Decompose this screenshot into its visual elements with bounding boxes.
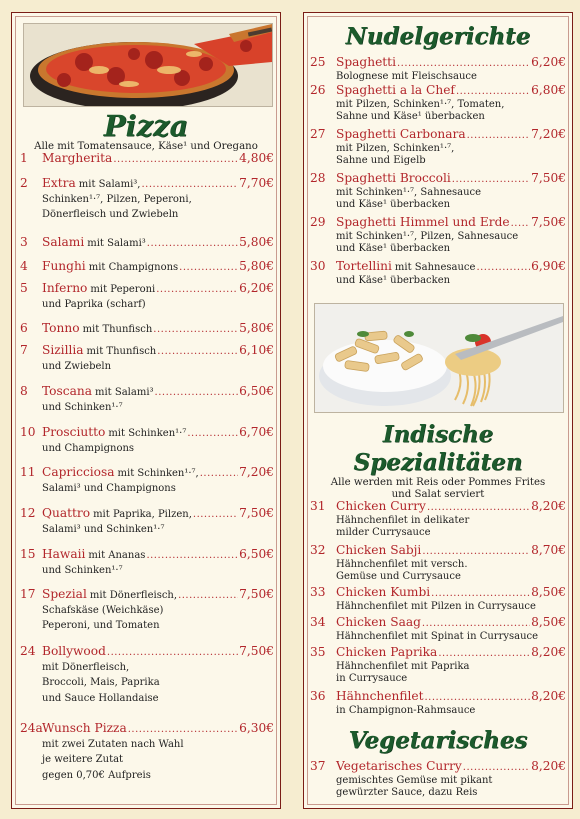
item-name: Margherita xyxy=(42,151,113,165)
menu-item-row xyxy=(20,587,274,603)
item-price: 8,50€ xyxy=(531,615,566,629)
item-price: 6,50€ xyxy=(239,384,274,398)
item-price: 7,50€ xyxy=(531,171,566,185)
item-name: Chicken Saag xyxy=(336,615,421,629)
item-inline-desc: mit Salami³ xyxy=(94,387,154,398)
item-number: 17 xyxy=(20,587,36,601)
item-price: 7,50€ xyxy=(239,587,274,601)
menu-item-row xyxy=(310,615,566,631)
nudel-heading: Nudelgerichte xyxy=(345,23,531,50)
item-name: Extra xyxy=(42,176,76,190)
item-number: 33 xyxy=(310,585,326,599)
item-number: 36 xyxy=(310,689,326,703)
item-name: Spaghetti Carbonara xyxy=(336,127,466,141)
item-name: Spaghetti a la Chef xyxy=(336,83,455,97)
item-description: gegen 0,70€ Aufpreis xyxy=(42,769,151,781)
item-price: 6,70€ xyxy=(239,425,274,439)
item-price: 7,50€ xyxy=(531,215,566,229)
item-number: 24 xyxy=(20,644,36,658)
item-number: 2 xyxy=(20,176,28,190)
item-description: Sahne und Eigelb xyxy=(336,155,426,167)
item-number: 28 xyxy=(310,171,326,185)
menu-item xyxy=(310,83,566,123)
pizza-photo xyxy=(23,23,273,107)
menu-item xyxy=(310,215,566,255)
dot-leader xyxy=(452,172,530,187)
item-number: 6 xyxy=(20,321,28,335)
item-number: 37 xyxy=(310,759,326,773)
item-name: Tonno xyxy=(42,321,80,335)
menu-item-row xyxy=(310,259,566,275)
item-price: 6,20€ xyxy=(531,55,566,69)
menu-item xyxy=(310,759,566,799)
item-price: 5,80€ xyxy=(239,235,274,249)
item-description: milder Currysauce xyxy=(336,527,431,539)
menu-item xyxy=(20,644,274,706)
item-name: Wunsch Pizza xyxy=(42,721,127,735)
menu-item xyxy=(20,343,274,374)
menu-item xyxy=(20,321,274,337)
menu-item-row xyxy=(20,384,274,400)
menu-item xyxy=(20,235,274,251)
indisch-subtitle xyxy=(304,477,572,501)
menu-item xyxy=(20,176,274,223)
dot-leader xyxy=(153,322,238,337)
item-price: 7,20€ xyxy=(239,465,274,479)
item-inline-desc: mit Paprika, Pilzen, xyxy=(93,509,192,520)
item-name: Salami xyxy=(42,235,85,249)
menu-item-row xyxy=(20,644,274,660)
menu-item xyxy=(310,585,566,613)
item-name: Spaghetti Himmel und Erde xyxy=(336,215,510,229)
item-number: 29 xyxy=(310,215,326,229)
dot-leader xyxy=(147,236,238,251)
dot-leader xyxy=(157,344,238,359)
item-price: 5,80€ xyxy=(239,321,274,335)
menu-item xyxy=(310,259,566,287)
dot-leader xyxy=(463,760,530,775)
item-name: Chicken Sabji xyxy=(336,543,422,557)
right-panel xyxy=(303,12,573,809)
menu-item-row xyxy=(310,171,566,187)
dot-leader xyxy=(187,426,238,441)
menu-item xyxy=(20,547,274,578)
item-number: 8 xyxy=(20,384,28,398)
item-name: Bollywood xyxy=(42,644,106,658)
item-number: 27 xyxy=(310,127,326,141)
item-price: 6,10€ xyxy=(239,343,274,357)
item-number: 11 xyxy=(20,465,36,479)
indisch-subtitle-line2: und Salat serviert xyxy=(391,489,485,500)
dot-leader xyxy=(427,500,530,515)
item-description: Hähnchenfilet mit versch. xyxy=(336,559,468,571)
item-number: 4 xyxy=(20,259,28,273)
dot-leader xyxy=(107,645,238,660)
dot-leader xyxy=(511,216,531,231)
menu-item-row xyxy=(20,151,274,167)
menu-item-row xyxy=(310,689,566,705)
item-name: Chicken Kumbi xyxy=(336,585,431,599)
item-description: und Schinken¹·⁷ xyxy=(42,565,123,577)
menu-item-row xyxy=(20,425,274,441)
pizza-panel xyxy=(11,12,281,809)
menu-item-row xyxy=(310,499,566,515)
item-description: und Sauce Hollandaise xyxy=(42,692,159,704)
item-price: 6,50€ xyxy=(239,547,274,561)
item-name: Funghi xyxy=(42,259,86,273)
menu-item xyxy=(20,151,274,167)
item-number: 26 xyxy=(310,83,326,97)
item-price: 8,50€ xyxy=(531,585,566,599)
indisch-heading-line2: Spezialitäten xyxy=(353,449,523,476)
menu-item xyxy=(310,499,566,539)
item-name: Spezial xyxy=(42,587,87,601)
item-description: und Champignons xyxy=(42,443,135,455)
item-description: und Zwiebeln xyxy=(42,361,112,373)
item-description: Hähnchenfilet mit Pilzen in Currysauce xyxy=(336,601,536,613)
dot-leader xyxy=(156,282,238,297)
menu-item-row xyxy=(20,176,274,192)
dot-leader xyxy=(141,177,238,192)
dot-leader xyxy=(179,260,238,275)
menu-item-row xyxy=(310,585,566,601)
dot-leader xyxy=(113,152,238,167)
indisch-subtitle-line1: Alle werden mit Reis oder Pommes Frites xyxy=(330,477,546,488)
item-name: Toscana xyxy=(42,384,92,398)
item-price: 6,90€ xyxy=(531,259,566,273)
item-description: und Käse¹ überbacken xyxy=(336,199,451,211)
menu-item xyxy=(20,465,274,496)
menu-item-row xyxy=(20,721,274,737)
item-inline-desc: mit Schinken¹·⁷, xyxy=(117,468,199,479)
dot-leader xyxy=(178,588,238,603)
item-description: in Currysauce xyxy=(336,673,408,685)
item-name: Spaghetti Broccoli xyxy=(336,171,451,185)
item-name: Sizillia xyxy=(42,343,84,357)
menu-item xyxy=(20,384,274,415)
dot-leader xyxy=(476,260,530,275)
item-inline-desc: mit Thunfisch xyxy=(82,324,153,335)
item-name: Hawaii xyxy=(42,547,86,561)
dot-leader xyxy=(456,84,530,99)
item-inline-desc: mit Schinken¹·⁷ xyxy=(108,428,187,439)
pizza-subtitle: Alle mit Tomatensauce, Käse¹ und Oregano xyxy=(34,141,258,152)
item-inline-desc: mit Thunfisch xyxy=(86,346,157,357)
item-price: 8,20€ xyxy=(531,689,566,703)
dot-leader xyxy=(146,548,238,563)
item-price: 8,20€ xyxy=(531,499,566,513)
item-number: 1 xyxy=(20,151,28,165)
item-number: 3 xyxy=(20,235,28,249)
item-description: in Champignon-Rahmsauce xyxy=(336,705,476,717)
menu-item-row xyxy=(20,259,274,275)
menu-item xyxy=(20,425,274,456)
menu-item-row xyxy=(20,506,274,522)
item-description: und Schinken¹·⁷ xyxy=(42,402,123,414)
item-inline-desc: mit Salami³ xyxy=(87,238,146,249)
item-description: mit Schinken¹·⁷, Pilzen, Sahnesauce xyxy=(336,231,519,243)
item-price: 6,80€ xyxy=(531,83,566,97)
item-number: 7 xyxy=(20,343,28,357)
menu-item-row xyxy=(310,759,566,775)
dot-leader xyxy=(424,690,530,705)
menu-item-row xyxy=(20,465,274,481)
item-name: Inferno xyxy=(42,281,88,295)
item-description: Gemüse und Currysauce xyxy=(336,571,461,583)
veg-heading: Vegetarisches xyxy=(348,727,528,754)
item-price: 7,50€ xyxy=(239,644,274,658)
dot-leader xyxy=(397,56,530,71)
item-inline-desc: mit Ananas xyxy=(88,550,146,561)
item-inline-desc: mit Dönerfleisch, xyxy=(89,590,178,601)
item-description: Schafskäse (Weichkäse) xyxy=(42,605,164,617)
item-name: Chicken Paprika xyxy=(336,645,438,659)
item-description: und Käse¹ überbacken xyxy=(336,243,451,255)
menu-item-row xyxy=(20,547,274,563)
menu-item xyxy=(310,127,566,167)
item-price: 8,20€ xyxy=(531,759,566,773)
menu-item xyxy=(20,587,274,634)
item-name: Spaghetti xyxy=(336,55,396,69)
item-description: Hähnchenfilet mit Paprika xyxy=(336,661,470,673)
item-price: 8,20€ xyxy=(531,645,566,659)
item-description: Hähnchenfilet mit Spinat in Currysauce xyxy=(336,631,539,643)
menu-item xyxy=(20,721,274,783)
item-name: Hähnchenfilet xyxy=(336,689,424,703)
dot-leader xyxy=(438,646,530,661)
item-number: 24a xyxy=(20,721,43,735)
menu-item xyxy=(310,689,566,717)
item-name: Tortellini xyxy=(336,259,392,273)
item-description: gewürzter Sauce, dazu Reis xyxy=(336,787,478,799)
dot-leader xyxy=(128,722,238,737)
menu-item-row xyxy=(20,321,274,337)
item-inline-desc: mit Salami³, xyxy=(78,179,141,190)
item-description: mit zwei Zutaten nach Wahl xyxy=(42,739,184,751)
item-inline-desc: mit Peperoni xyxy=(90,284,156,295)
item-description: mit Dönerfleisch, xyxy=(42,662,130,674)
dot-leader xyxy=(422,616,530,631)
menu-item xyxy=(20,259,274,275)
item-number: 31 xyxy=(310,499,326,513)
dot-leader xyxy=(467,128,530,143)
item-description: Salami³ und Champignons xyxy=(42,483,176,495)
item-name: Quattro xyxy=(42,506,91,520)
item-description: Hähnchenfilet in delikater xyxy=(336,515,470,527)
item-number: 32 xyxy=(310,543,326,557)
menu-item xyxy=(310,645,566,685)
menu-item-row xyxy=(310,543,566,559)
item-description: Peperoni, und Tomaten xyxy=(42,620,160,632)
item-number: 34 xyxy=(310,615,326,629)
item-price: 6,30€ xyxy=(239,721,274,735)
menu-item-row xyxy=(20,235,274,251)
item-description: Schinken¹·⁷, Pilzen, Peperoni, xyxy=(42,194,192,206)
menu-item xyxy=(310,615,566,643)
item-description: Dönerfleisch und Zwiebeln xyxy=(42,209,179,221)
item-price: 7,50€ xyxy=(239,506,274,520)
item-description: und Paprika (scharf) xyxy=(42,299,146,311)
menu-item xyxy=(20,506,274,537)
item-number: 35 xyxy=(310,645,326,659)
dot-leader xyxy=(155,385,239,400)
dot-leader xyxy=(200,466,238,481)
item-description: mit Schinken¹·⁷, Sahnesauce xyxy=(336,187,482,199)
menu-item xyxy=(310,543,566,583)
item-description: je weitere Zutat xyxy=(42,754,124,766)
item-description: Bolognese mit Fleischsauce xyxy=(336,71,477,83)
item-price: 4,80€ xyxy=(239,151,274,165)
menu-item-row xyxy=(310,127,566,143)
item-price: 7,20€ xyxy=(531,127,566,141)
dot-leader xyxy=(193,507,238,522)
item-description: Broccoli, Mais, Paprika xyxy=(42,677,160,689)
menu-item xyxy=(310,55,566,83)
item-inline-desc: mit Sahnesauce xyxy=(394,262,476,273)
item-name: Prosciutto xyxy=(42,425,106,439)
menu-item-row xyxy=(310,645,566,661)
menu-item xyxy=(310,171,566,211)
item-price: 8,70€ xyxy=(531,543,566,557)
item-description: Salami³ und Schinken¹·⁷ xyxy=(42,524,165,536)
dot-leader xyxy=(422,544,530,559)
item-number: 30 xyxy=(310,259,326,273)
item-number: 10 xyxy=(20,425,36,439)
item-inline-desc: mit Champignons xyxy=(88,262,179,273)
menu-item-row xyxy=(310,55,566,71)
item-price: 7,70€ xyxy=(239,176,274,190)
item-name: Chicken Curry xyxy=(336,499,426,513)
item-price: 6,20€ xyxy=(239,281,274,295)
pizza-heading: Pizza xyxy=(103,109,189,143)
item-description: und Käse¹ überbacken xyxy=(336,275,451,287)
indisch-heading-line1: Indische xyxy=(382,421,494,448)
item-number: 12 xyxy=(20,506,36,520)
item-number: 15 xyxy=(20,547,36,561)
menu-item xyxy=(20,281,274,312)
item-description: Sahne und Käse¹ überbacken xyxy=(336,111,485,123)
item-name: Capricciosa xyxy=(42,465,115,479)
menu-item-row xyxy=(20,281,274,297)
item-number: 25 xyxy=(310,55,326,69)
pasta-photo xyxy=(314,303,564,413)
indisch-heading xyxy=(304,421,572,477)
item-name: Vegetarisches Curry xyxy=(336,759,462,773)
menu-item-row xyxy=(310,215,566,231)
menu-item-row xyxy=(20,343,274,359)
item-description: mit Pilzen, Schinken¹·⁷, xyxy=(336,143,455,155)
item-description: mit Pilzen, Schinken¹·⁷, Tomaten, xyxy=(336,99,505,111)
menu-item-row xyxy=(310,83,566,99)
item-number: 5 xyxy=(20,281,28,295)
item-price: 5,80€ xyxy=(239,259,274,273)
dot-leader xyxy=(431,586,530,601)
item-description: gemischtes Gemüse mit pikant xyxy=(336,775,493,787)
